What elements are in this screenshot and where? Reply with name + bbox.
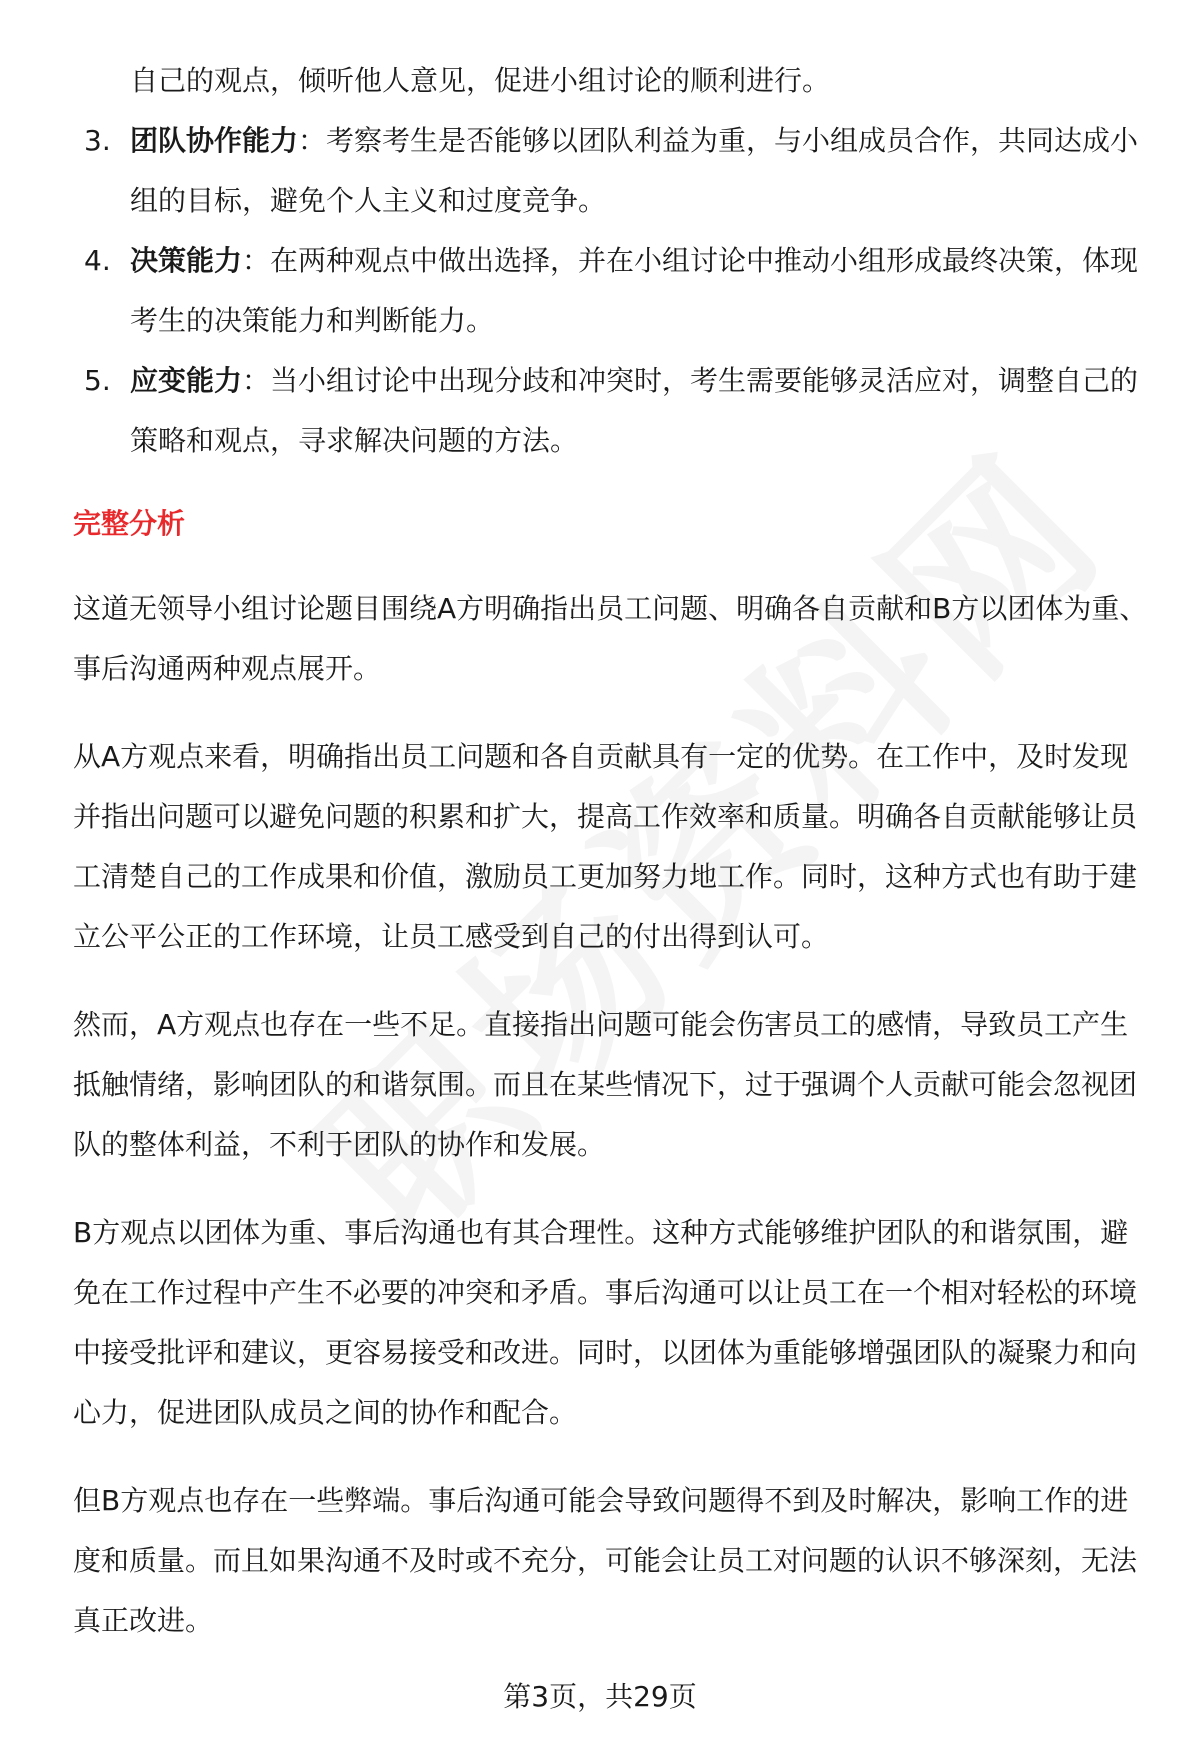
paragraph: 但B方观点也存在一些弊端。事后沟通可能会导致问题得不到及时解决，影响工作的进度和质量。而且如果沟通不及时或不充分，可能会让员工对问题的认识不够深刻，无法真正改进。	[73, 1484, 1138, 1637]
page-number: 第3页，共29页	[503, 1680, 697, 1713]
list-item-term: 应变能力	[130, 364, 243, 397]
list-item	[73, 351, 1153, 471]
list-item	[73, 111, 1153, 231]
paragraph: 然而，A方观点也存在一些不足。直接指出问题可能会伤害员工的感情，导致员工产生抵触情绪，影响团队的和谐氛围。而且在某些情况下，过于强调个人贡献可能会忽视团队的整体利益，不利于团队的协作和发展。	[73, 1008, 1138, 1161]
list-item-text: ：在两种观点中做出选择，并在小组讨论中推动小组形成最终决策，体现考生的决策能力和判断能力。	[130, 244, 1139, 337]
paragraph: 从A方观点来看，明确指出员工问题和各自贡献具有一定的优势。在工作中，及时发现并指出问题可以避免问题的积累和扩大，提高工作效率和质量。明确各自贡献能够让员工清楚自己的工作成果和价值，激励员工更加努力地工作。同时，这种方式也有助于建立公平公正的工作环境，让员工感受到自己的付出得到认可。	[73, 740, 1138, 953]
list-item	[73, 231, 1153, 351]
list-item-number: 5.	[84, 364, 111, 397]
section-title: 完整分析	[73, 507, 186, 540]
list-item-number: 4.	[84, 244, 111, 277]
ability-list	[73, 111, 1153, 471]
list-item-text: ：当小组讨论中出现分歧和冲突时，考生需要能够灵活应对，调整自己的策略和观点，寻求解决问题的方法。	[130, 364, 1139, 457]
list-item-number: 3.	[84, 124, 111, 157]
list-item-text: ：考察考生是否能够以团队利益为重，与小组成员合作，共同达成小组的目标，避免个人主义和过度竞争。	[130, 124, 1139, 217]
list-item-term: 决策能力	[130, 244, 243, 277]
paragraph: B方观点以团体为重、事后沟通也有其合理性。这种方式能够维护团队的和谐氛围，避免在工作过程中产生不必要的冲突和矛盾。事后沟通可以让员工在一个相对轻松的环境中接受批评和建议，更容易接受和改进。同时，以团体为重能够增强团队的凝聚力和向心力，促进团队成员之间的协作和配合。	[73, 1216, 1138, 1429]
paragraph: 这道无领导小组讨论题目围绕A方明确指出员工问题、明确各自贡献和B方以团体为重、事后沟通两种观点展开。	[73, 592, 1148, 685]
continued-list-text: 自己的观点，倾听他人意见，促进小组讨论的顺利进行。	[130, 64, 831, 97]
document-content	[73, 51, 1153, 1651]
list-item-term: 团队协作能力	[130, 124, 299, 157]
